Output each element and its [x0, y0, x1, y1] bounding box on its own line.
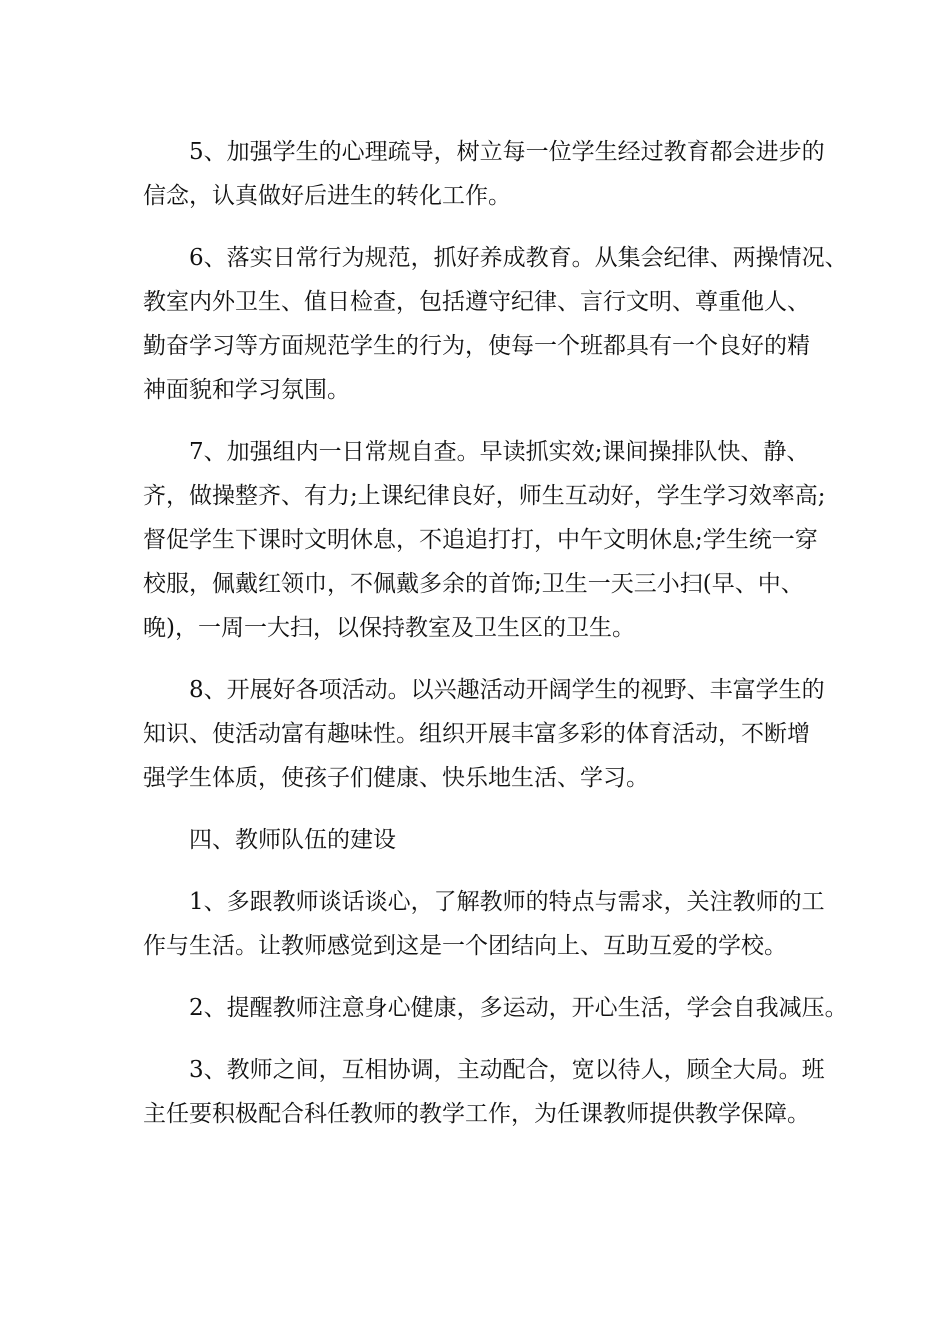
text-line: 6、落实日常行为规范，抓好养成教育。从集会纪律、两操情况、: [189, 245, 848, 271]
paragraph-item-6: [143, 236, 848, 412]
text-line: 强学生体质，使孩子们健康、快乐地生活、学习。: [143, 765, 649, 791]
paragraph-item-7: [143, 430, 826, 650]
text-line: 7、加强组内一日常规自查。早读抓实效;课间操排队快、静、: [189, 439, 810, 465]
text-line: 2、提醒教师注意身心健康，多运动，开心生活，学会自我减压。: [189, 995, 848, 1021]
text-line: 5、加强学生的心理疏导，树立每一位学生经过教育都会进步的: [189, 139, 825, 165]
text-line: 作与生活。让教师感觉到这是一个团结向上、互助互爱的学校。: [143, 933, 787, 959]
text-line: 晚)，一周一大扫，以保持教室及卫生区的卫生。: [143, 615, 635, 641]
text-line: 3、教师之间，互相协调，主动配合，宽以待人，顾全大局。班: [189, 1057, 825, 1083]
text-line: 主任要积极配合科任教师的教学工作，为任课教师提供教学保障。: [143, 1101, 810, 1127]
paragraph-teacher-3: [143, 1048, 823, 1136]
text-line: 校服，佩戴红领巾，不佩戴多余的首饰;卫生一天三小扫(早、中、: [143, 571, 804, 597]
text-line: 信念，认真做好后进生的转化工作。: [143, 183, 511, 209]
section-heading: [143, 818, 823, 862]
text-line: 8、开展好各项活动。以兴趣活动开阔学生的视野、丰富学生的: [189, 677, 825, 703]
paragraph-item-5: [143, 130, 823, 218]
text-line: 教室内外卫生、值日检查，包括遵守纪律、言行文明、尊重他人、: [143, 289, 810, 315]
text-line: 督促学生下课时文明休息，不追追打打，中午文明休息;学生统一穿: [143, 527, 818, 553]
text-line: 知识、使活动富有趣味性。组织开展丰富多彩的体育活动，不断增: [143, 721, 810, 747]
text-line: 勤奋学习等方面规范学生的行为，使每一个班都具有一个良好的精: [143, 333, 810, 359]
section-heading-text: 四、教师队伍的建设: [189, 827, 396, 853]
text-line: 1、多跟教师谈话谈心，了解教师的特点与需求，关注教师的工: [189, 889, 825, 915]
document-body: [143, 130, 848, 1154]
text-line: 神面貌和学习氛围。: [143, 377, 350, 403]
paragraph-teacher-2: [143, 986, 848, 1030]
paragraph-item-8: [143, 668, 823, 800]
paragraph-teacher-1: [143, 880, 823, 968]
text-line: 齐，做操整齐、有力;上课纪律良好，师生互动好，学生学习效率高;: [143, 483, 826, 509]
